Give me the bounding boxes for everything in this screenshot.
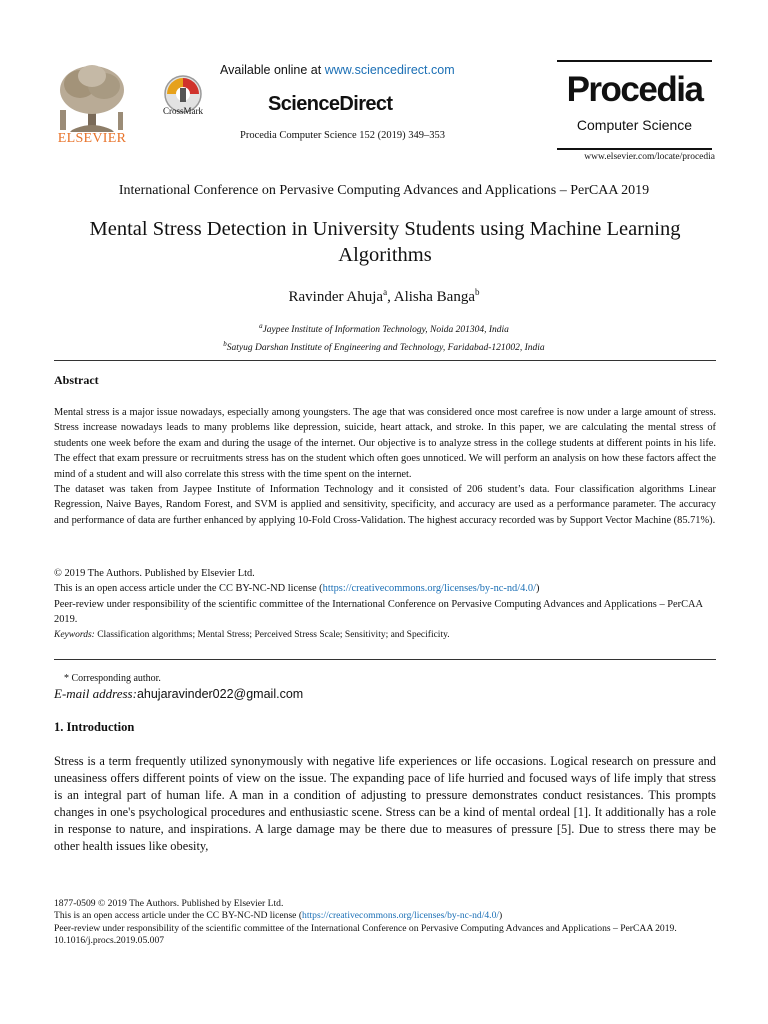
license-link[interactable]: https://creativecommons.org/licenses/by-nc-nd/4.0/	[322, 583, 536, 595]
corresponding-author-note: * Corresponding author.	[64, 673, 161, 684]
open-access-suffix: )	[536, 583, 540, 595]
procedia-subtitle: Computer Science	[576, 117, 693, 133]
author-list	[0, 287, 768, 306]
keywords-line	[54, 630, 716, 640]
email-line	[54, 686, 303, 702]
introduction-paragraph: Stress is a term frequently utilized synonymously with negative life experiences or life occasions. Logical research on pressure and uneasiness offers different points of view on the issue. The expanding pace of life hurried and focused ways of life imply that stress is an integral part of human life. A man in a condition of adjusting to pressure demonstrates conduct resistances. This prompts changes in one's psychological procedures and enthusiastic scene. Stress can be a kind of mental ordeal [1]. It additionally has a role in response to nature, and inspirations. A large damage may be there due to measures of pressure [5]. Due to stress there may be other health issues like obesity,	[54, 754, 716, 853]
footer-open-access-prefix: This is an open access article under the CC BY-NC-ND license (	[54, 910, 303, 922]
abstract-body	[54, 405, 716, 528]
sciencedirect-name: ScienceDirect	[268, 93, 393, 115]
journal-url[interactable]: www.elsevier.com/locate/procedia	[584, 152, 715, 162]
author-affiliation-mark: a	[383, 287, 388, 297]
affiliation-line	[0, 337, 768, 355]
open-access-prefix: This is an open access article under the CC BY-NC-ND license (	[54, 583, 323, 595]
affiliation-mark: a	[259, 322, 263, 330]
email-label: E-mail address:	[54, 686, 137, 701]
sciencedirect-link[interactable]: www.sciencedirect.com	[324, 63, 455, 77]
author-name: Alisha Banga	[393, 289, 475, 305]
author-affiliation-mark: b	[475, 287, 480, 297]
copyright-line: © 2019 The Authors. Published by Elsevier Ltd.	[54, 568, 255, 579]
footer-notes	[54, 898, 716, 948]
issn-line: 1877-0509 © 2019 The Authors. Published by Elsevier Ltd.	[54, 898, 284, 909]
abstract-paragraph: The dataset was taken from Jaypee Institute of Information Technology and it consisted of 206 student’s data. Four classification algorithms Linear Regression, Naive Bayes, Random Forest, and SVM is applied and sensitivity, specificity, and accuracy are used as a performance parameter. The accuracy and performance of data are further enhanced by applying 10-Fold Cross-Validation. The highest accuracy recorded was by Support Vector Machine (85.71%).	[54, 484, 716, 526]
email-address[interactable]: ahujaravinder022@gmail.com	[136, 687, 304, 701]
available-prefix: Available online at	[220, 63, 325, 77]
doi[interactable]: 10.1016/j.procs.2019.05.007	[54, 935, 165, 947]
footer-open-access-suffix: )	[499, 910, 503, 922]
affiliation-mark: b	[223, 340, 227, 349]
affiliation-text: Satyug Darshan Institute of Engineering and Technology, Faridabad-121002, India	[226, 343, 545, 354]
author-name: Ravinder Ahuja	[288, 289, 384, 305]
author-separator: ,	[387, 289, 394, 305]
affiliation-text: Jaypee Institute of Information Technology, Noida 201304, India	[262, 325, 509, 336]
abstract-heading: Abstract	[54, 373, 99, 387]
journal-reference: Procedia Computer Science 152 (2019) 349–353	[240, 130, 445, 141]
peer-review-line: Peer-review under responsibility of the scientific committee of the International Conference on Pervasive Computing Advances and Applications – PerCAA 2019.	[54, 598, 703, 626]
elsevier-wordmark: ELSEVIER	[57, 131, 127, 146]
affiliation-line	[0, 319, 768, 337]
divider	[54, 360, 716, 361]
crossmark-label: CrossMark	[163, 106, 203, 116]
affiliations	[0, 319, 768, 355]
keywords-text: Classification algorithms; Mental Stress; Perceived Stress Scale; Sensitivity; and Specificity.	[94, 630, 450, 640]
procedia-title: Procedia	[566, 70, 703, 109]
divider	[54, 659, 716, 660]
conference-name: International Conference on Pervasive Computing Advances and Applications – PerCAA 2019	[118, 183, 650, 198]
keywords-label: Keywords:	[54, 630, 95, 640]
footer-open-access-line	[54, 910, 716, 922]
paper-title: Mental Stress Detection in University Students using Machine Learning Algorithms	[89, 218, 681, 266]
open-access-line	[54, 581, 716, 596]
introduction-body	[54, 753, 716, 855]
footer-license-link[interactable]: https://creativecommons.org/licenses/by-nc-nd/4.0/	[302, 910, 500, 922]
abstract-paragraph: Mental stress is a major issue nowadays, especially among youngsters. The age that was considered once most carefree is now under a large amount of stress. Stress increase nowadays leads to many problems like depression, suicide, heart attack, and stroke. In this paper, we are calculating the mental stress of students one week before the exam and during the usage of the internet. Our objective is to analyze stress in the college students at different points in his life. The effect that exam pressure or recruitments stress has on the student which often goes unnoticed. We will perform an analysis on how these factors affect the mind of a student and will also correlate this stress with the time spent on the internet.	[54, 407, 716, 480]
available-online-line	[220, 63, 455, 77]
section-heading-introduction: 1. Introduction	[54, 720, 135, 734]
footer-peer-review: Peer-review under responsibility of the scientific committee of the International Conference on Pervasive Computing Advances and Applications – PerCAA 2019.	[54, 922, 677, 934]
license-block	[54, 566, 716, 628]
